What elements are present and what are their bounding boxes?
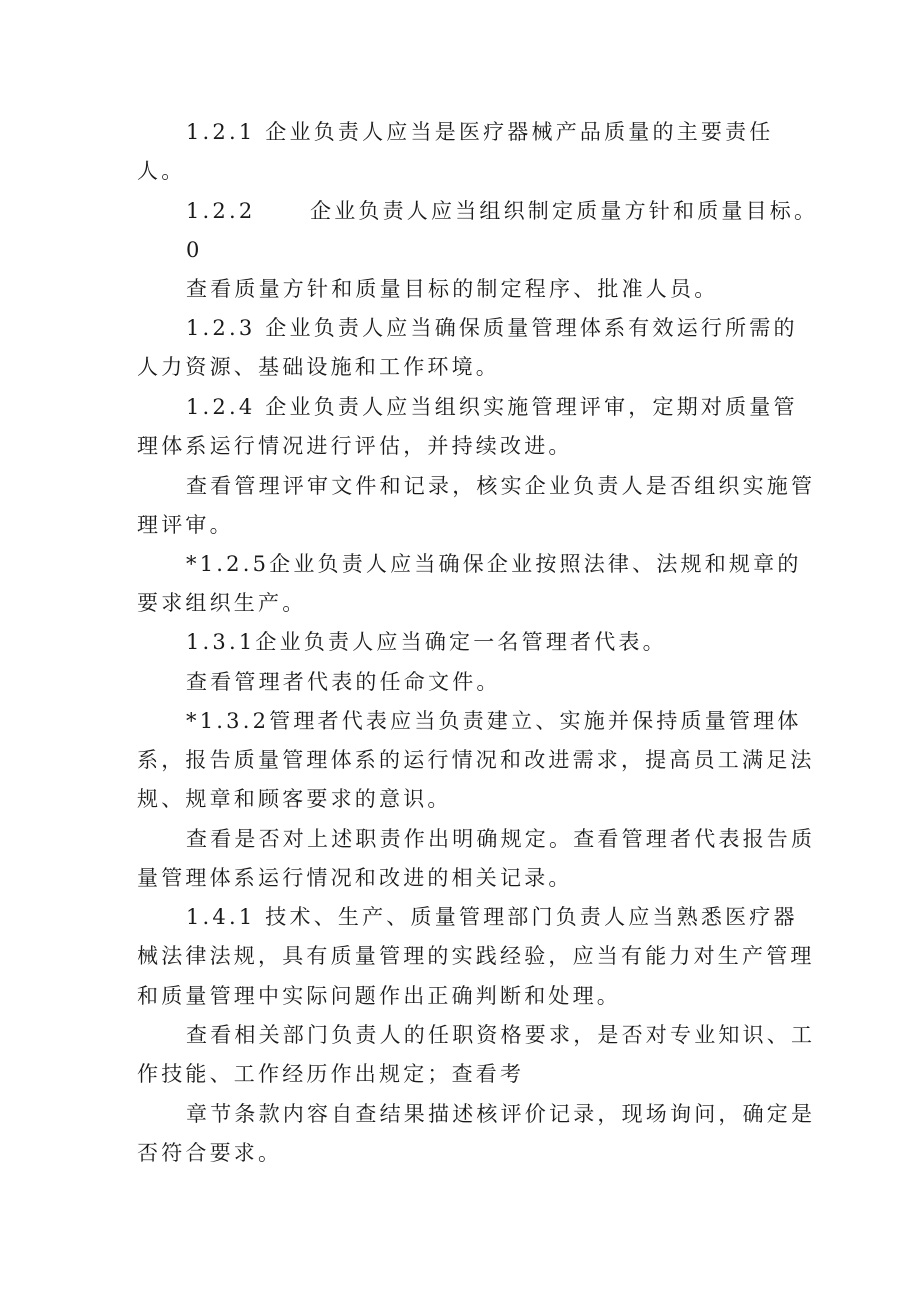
text-line: 和质量管理中实际问题作出正确判断和处理。 [137, 984, 621, 1008]
text-line: 1.2.2 [186, 199, 256, 223]
text-line: 人。 [137, 159, 186, 183]
text-line: 1.4.1 技术、生产、质量管理部门负责人应当熟悉医疗器 [186, 905, 798, 929]
text-line: 人力资源、基础设施和工作环境。 [137, 355, 500, 379]
text-line: 量管理体系运行情况和改进的相关记录。 [137, 866, 573, 890]
text-line: 要求组织生产。 [137, 591, 307, 615]
text-line: 械法律法规，具有质量管理的实践经验，应当有能力对生产管理 [137, 944, 815, 968]
text-line: *1.3.2管理者代表应当负责建立、实施并保持质量管理体 [186, 709, 802, 733]
text-line: *1.2.5企业负责人应当确保企业按照法律、法规和规章的 [186, 552, 802, 576]
text-line: 查看相关部门负责人的任职资格要求，是否对专业知识、工 [186, 1023, 816, 1047]
text-line: 作技能、工作经历作出规定；查看考 [137, 1062, 525, 1086]
text-line: 企业负责人应当组织制定质量方针和质量目标。 [310, 199, 819, 223]
text-line: 查看管理评审文件和记录，核实企业负责人是否组织实施管 [186, 474, 816, 498]
text-line: 1.2.1 企业负责人应当是医疗器械产品质量的主要责任 [186, 120, 774, 144]
text-line: 1.2.3 企业负责人应当确保质量管理体系有效运行所需的 [186, 316, 798, 340]
text-line: 查看管理者代表的任命文件。 [186, 670, 501, 694]
text-line: 章节条款内容自查结果描述核评价记录，现场询问，确定是 [186, 1102, 816, 1126]
text-line: 规、规章和顾客要求的意识。 [137, 787, 452, 811]
text-line: 理体系运行情况进行评估，并持续改进。 [137, 434, 573, 458]
text-line: 否符合要求。 [137, 1141, 283, 1165]
text-line: 0 [186, 238, 203, 262]
text-line: 理评审。 [137, 513, 234, 537]
text-line: 1.3.1企业负责人应当确定一名管理者代表。 [186, 630, 667, 654]
text-line: 1.2.4 企业负责人应当组织实施管理评审，定期对质量管 [186, 395, 798, 419]
text-line: 查看是否对上述职责作出明确规定。查看管理者代表报告质 [186, 827, 816, 851]
text-line: 查看质量方针和质量目标的制定程序、批准人员。 [186, 277, 719, 301]
text-line: 系，报告质量管理体系的运行情况和改进需求，提高员工满足法 [137, 748, 815, 772]
